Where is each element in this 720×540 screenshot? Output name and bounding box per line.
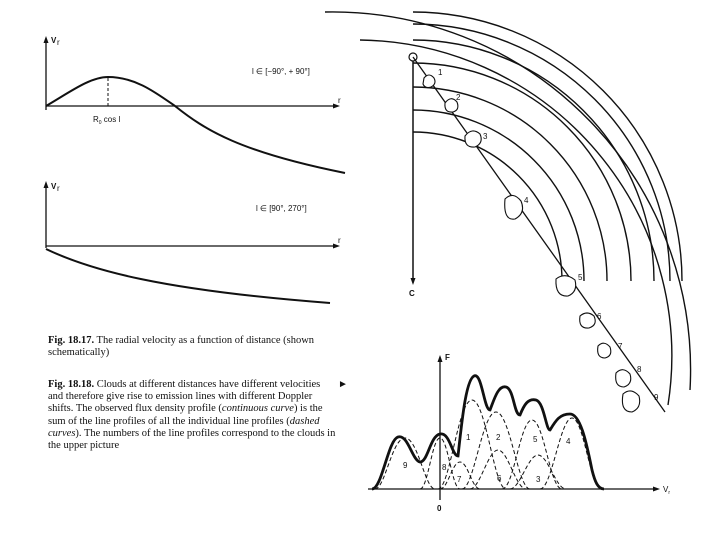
cloud [598,343,611,358]
caption-text: Clouds at different distances have different velocities and therefore give rise to emission lines with different Doppler shifts. The observed flux density profile ( [48,379,321,415]
curve-bottom [46,249,330,303]
pointer-arrow-icon: ► [338,379,348,390]
orbit-arc [413,87,607,281]
peak-label: 6 [497,474,502,483]
peak-labels [403,433,571,484]
cloud-label: 9 [654,393,659,402]
curve-top [46,77,345,173]
cloud-label: 1 [438,68,443,77]
y-axis-top-sub: r [57,38,60,47]
right-arrow-icon [653,487,660,492]
profile-x-label: $V_r$ [663,485,671,496]
peak-label: 3 [536,475,541,484]
plot-top [44,36,346,173]
peak-label: 4 [566,437,571,446]
caption-label: Fig. 18.17. [48,335,95,346]
cloud-label: 5 [578,273,583,282]
cloud [580,313,596,328]
y-axis-arrow-icon [44,181,49,188]
clouds [423,75,640,412]
y-axis-bottom-sub: r [57,184,60,193]
cloud-label: 2 [456,93,461,102]
y-axis-arrow-icon [44,36,49,43]
cloud [616,370,631,387]
orbit-arc [360,40,672,405]
orbit-arc [413,132,562,281]
dashed-profile [502,420,562,489]
x-axis-top-label: r [338,96,341,105]
orbit-arc [413,12,682,281]
cloud [465,131,481,147]
peak-label: 5 [533,435,538,444]
range-bottom: l ∈ [90°, 270°] [256,204,307,213]
dashed-profile [438,400,506,489]
caption-emphasis: continuous curve [221,403,294,415]
peak-label: 7 [457,475,462,484]
center-label: C [409,289,415,298]
orbit-arc [413,63,631,281]
y-axis-bottom-label: V [51,182,57,191]
caption-text: ) is the sum of the line profiles of all the individual line profiles ( [48,403,323,427]
cloud [423,75,435,88]
cloud-label: 7 [618,342,623,351]
cloud-label: 3 [483,132,488,141]
peak-label: 2 [496,433,501,442]
galaxy-diagram [325,12,691,412]
caption-fig-18-17 [48,335,338,359]
orbit-arc [413,110,584,281]
orbit-arc [413,24,670,281]
annotation-r0: $R_0$ cos l [93,115,121,126]
caption-text: The radial velocity as a function of distance (shown schematically) [48,335,315,359]
x-axis-bottom-label: r [338,236,341,245]
zero-label: 0 [437,504,442,513]
peak-label: 8 [442,463,447,472]
y-axis-top-label: V [51,36,57,45]
profile-y-label: F [445,353,450,362]
up-arrow-icon [438,355,443,362]
caption-emphasis: dashed curves [48,415,320,439]
peak-label: 1 [466,433,471,442]
caption-fig-18-18 [48,379,338,452]
total-profile-curve [372,376,604,489]
range-top: l ∈ [−90°, + 90°] [252,67,310,76]
plot-bottom [44,181,342,303]
cloud [505,195,523,219]
cloud-label: 4 [524,196,529,205]
caption-label: Fig. 18.18. [48,379,95,390]
caption-text: ). The numbers of the line profiles correspond to the clouds in the upper picture [48,427,336,452]
cloud [622,391,639,412]
cloud [556,276,576,296]
down-arrow-icon [411,278,416,285]
peak-label: 9 [403,461,408,470]
cloud-label: 6 [597,312,602,321]
cloud-label: 8 [637,365,642,374]
